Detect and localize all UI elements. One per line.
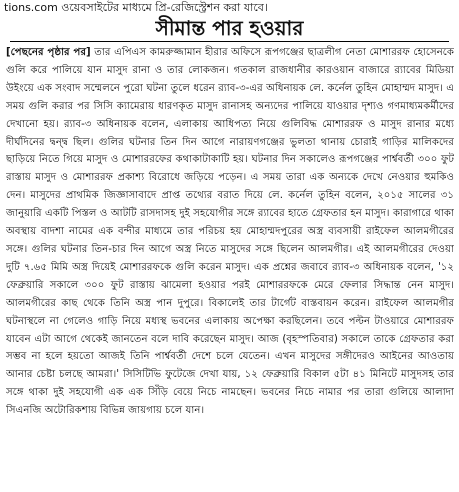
article-body <box>6 44 454 490</box>
continuation-kicker: [পেছনের পৃষ্ঠার পর] <box>6 47 91 58</box>
headline-rule <box>10 41 449 42</box>
article-text: তার এপিএস কামরুজ্জামান হীরার অফিসে রূপগঞ্জের ছাত্রলীগ নেতা মোশাররফ হোসেনকে গুলি করে পালিয়ে যান মাসুদ রানা ও তার লোকজন। গতকাল রাজধানীর কারওয়ান বাজারে র‍্যাবের মিডিয়া উইংয়ে এক সংবাদ সম্মেলনে পুরো ঘটনা তুলে ধরেন র‍্যাব-৩-এর অধিনায়ক লে. কর্নেল তুহিন মোহাম্মদ মাসুদ। এ সময় গুলি করার পর সিসি ক্যামেরায় ধারণকৃত মাসুদ রানাসহ অন্যদের পালিয়ে যাওয়ার দৃশ্যও গণমাধ্যমকর্মীদের দেখানো হয়। র‍্যাব-৩ অধিনায়ক বলেন, এলাকায় আধিপত্য নিয়ে গুলিবিদ্ধ মোশাররফ ও মাসুদ রানার মধ্যে দীর্ঘদিনের দ্বন্দ্ব ছিল। গুলির ঘটনার তিন দিন আগে নারায়ণগঞ্জের ভুলতা থানায় চোরাই গাড়ির মালিকদের ছাড়িয়ে নিতে গিয়ে মাসুদ ও মোশাররফের কথাকাটাকাটি হয়। ঘটনার দিন সকালেও রূপগঞ্জের পার্শ্ববর্তী ৩০০ ফুট রাস্তায় মাসুদ ও মোশাররফ প্রকাশ্য বিরোধে জড়িয়ে পড়েন। এ সময় তারা এক অন্যকে দেখে নেওয়ার হুমকিও দেন। মাসুদের প্রাথমিক জিজ্ঞাসাবাদে প্রাপ্ত তথ্যের বরাত দিয়ে লে. কর্নেল তুহিন বলেন, ২০১৫ সালের ৩১ জানুয়ারি একটি পিস্তল ও আটটি রাসদাসহ দুই সহযোগীর সঙ্গে র‍্যাবের হাতে গ্রেফতার হন মাসুদ। কারাগারে থাকা অবস্থায় বাদশা নামের এক বন্দীর মাধ্যমে তার পরিচয় হয় মোহাম্মদপুরের অস্ত্র ব্যবসায়ী রাইফেল আলমগীরের সঙ্গে। গুলির ঘটনার তিন-চার দিন আগে অস্ত্র নিতে মাসুদের সঙ্গে ছিলেন আলমগীর। এই আলমগীরের দেওয়া দুটি ৭.৬৫ মিমি অস্ত্র দিয়েই মোশাররফকে গুলি করেন মাসুদ। এক প্রশ্নের জবাবে র‍্যাব-৩ অধিনায়ক বলেন, '১২ ফেব্রুয়ারি সকালে ৩০০ ফুট রাস্তায় ঝামেলা হওয়ার পরই মোশাররফকে মেরে ফেলার সিদ্ধান্ত নেন মাসুদ। আলমগীরের কাছ থেকে তিনি অস্ত্র পান দুপুরে। বিকালেই তার টার্গেট বাস্তবায়ন করেন। রাইফেল আলমগীর ঘটনাস্থলে না গেলেও গাড়ি নিয়ে মধ্যস্থ ভবনের এলাকায় অপেক্ষা করছিলেন। তবে পল্টন টাওয়ারে মোশাররফ যাবেন এটা আগে থেকেই জানতেন বলে দাবি করেছেন মাসুদ। আজ (বৃহস্পতিবার) সকালে তাকে গ্রেফতার করা সম্ভব না হলে হয়তো আজই তিনি পার্শ্ববর্তী দেশে চলে যেতেন। এখন মাসুদের সঙ্গীদেরও আইনের আওতায় আনার চেষ্টা চলছে আমরা।' সিসিটিভি ফুটেজে দেখা যায়, ১২ ফেব্রুয়ারি বিকাল ৫টা ৪১ মিনিটে মাসুদসহ তার সঙ্গে থাকা দুই সহযোগী এক এক সিঁড়ি বেয়ে নিচে নামছেন। ভবনের নিচে নামার পর তারা গুলিয়ে আলাদা সিএনজি অটোরিকশায় বিভিন্ন জায়গায় চলে যান। <box>6 47 454 417</box>
article-paragraph <box>6 44 454 420</box>
headline: সীমান্ত পার হওয়ার <box>155 16 304 40</box>
previous-article-tail: tions.com ওয়েবসাইটের মাধ্যমে প্রি-রেজিস্ট্রেশন করা যাবে। <box>4 1 268 14</box>
